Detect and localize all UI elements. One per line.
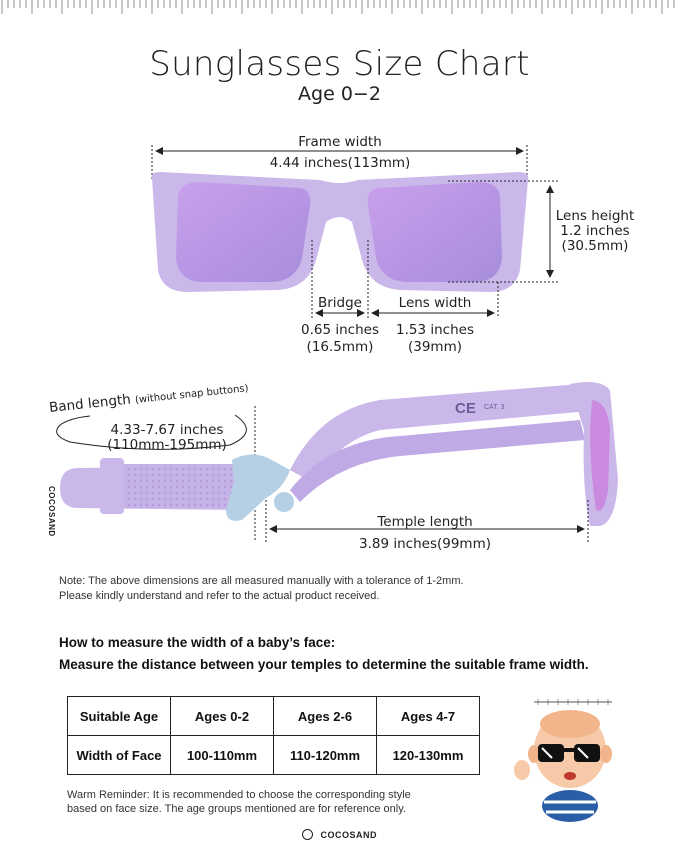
size-table: [67, 696, 480, 775]
brand-logo-icon: [302, 829, 313, 840]
page-subtitle: Age 0−2: [298, 83, 381, 105]
lens-height-inches: 1.2 inches: [560, 223, 630, 239]
table-header-cell: Suitable Age: [68, 697, 171, 736]
bridge-inches: 0.65 inches: [301, 322, 379, 338]
note-line-1: Note: The above dimensions are all measured manually with a tolerance of 1-2mm.: [59, 575, 464, 587]
footer-brand: [0, 826, 679, 844]
frame-width-value: 4.44 inches(113mm): [269, 155, 411, 171]
lens-height-mm: (30.5mm): [561, 238, 629, 254]
temple-length-value: 3.89 inches(99mm): [359, 536, 491, 552]
table-cell: Width of Face: [68, 736, 171, 775]
band-length-mm: (110mm-195mm): [107, 437, 227, 453]
front-view-sunglasses: [0, 0, 679, 370]
brand-text: COCOSAND: [320, 829, 377, 840]
howto-heading: How to measure the width of a baby’s face:: [59, 635, 336, 650]
baby-illustration: [508, 694, 618, 824]
warm-reminder: [67, 788, 411, 816]
lens-width-label: Lens width: [398, 295, 472, 311]
lens-width-mm: (39mm): [407, 339, 462, 355]
lens-width-inches: 1.53 inches: [396, 322, 474, 338]
howto-section: [59, 632, 589, 676]
table-cell: 100-110mm: [171, 736, 274, 775]
note-line-2: Please kindly understand and refer to the actual product received.: [59, 590, 380, 602]
cat-mark: CAT. 3: [484, 404, 505, 411]
table-cell: 110-120mm: [274, 736, 377, 775]
tolerance-note: [59, 574, 464, 604]
warm-reminder-line-1: Warm Reminder: It is recommended to choose the corresponding style: [67, 789, 411, 801]
table-header-cell: Ages 4-7: [377, 697, 480, 736]
ce-mark: CE: [455, 400, 476, 417]
band-brand-text: COCOSAND: [47, 486, 56, 537]
table-header-cell: Ages 2-6: [274, 697, 377, 736]
band-length-inches: 4.33-7.67 inches: [110, 422, 224, 438]
page-title: Sunglasses Size Chart: [149, 44, 530, 84]
frame-width-label: Frame width: [298, 134, 382, 150]
warm-reminder-line-2: based on face size. The age groups mentioned are for reference only.: [67, 803, 406, 815]
bridge-mm: (16.5mm): [306, 339, 374, 355]
table-cell: 120-130mm: [377, 736, 480, 775]
temple-length-label: Temple length: [377, 514, 473, 530]
table-row: [68, 736, 480, 775]
table-row: [68, 697, 480, 736]
band-length-title: Band length: [48, 391, 132, 416]
band-length-note: (without snap buttons): [134, 383, 250, 406]
howto-instruction: Measure the distance between your temples to determine the suitable frame width.: [59, 657, 589, 672]
lens-height-label: Lens height: [555, 208, 635, 224]
bridge-label: Bridge: [317, 295, 362, 311]
table-header-cell: Ages 0-2: [171, 697, 274, 736]
band-brand-logo: [44, 486, 62, 537]
